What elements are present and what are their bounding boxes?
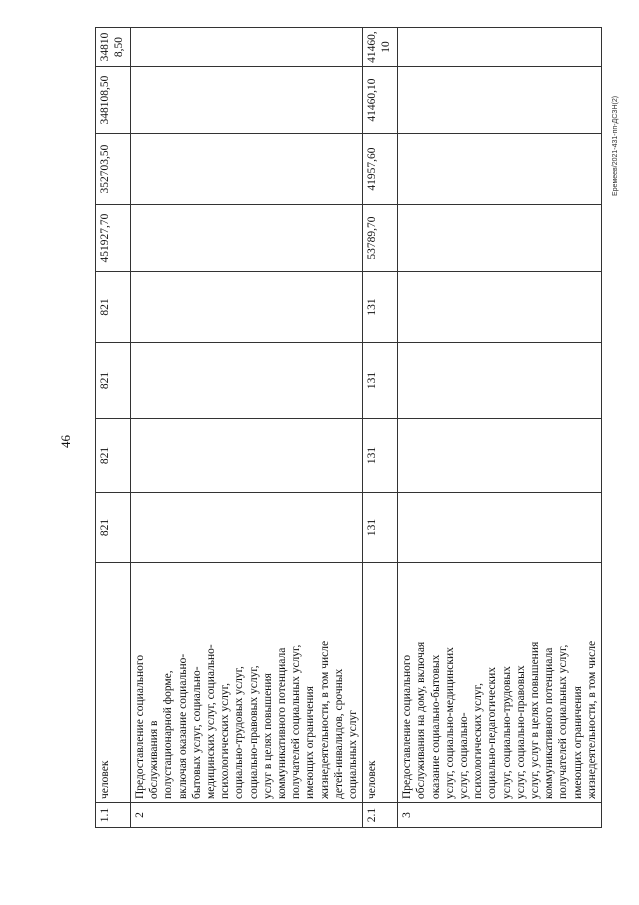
value-cell	[131, 205, 363, 272]
value-cell	[398, 134, 602, 205]
table-row	[131, 28, 363, 828]
row-description: человек	[363, 563, 398, 803]
row-number: 2	[131, 803, 363, 828]
value-cell	[131, 493, 363, 563]
row-description: Предоставление социального обслуживания на дому, включая оказание социально-бытовых услуг, социально-медицинских услуг, социально- психологических услуг, социально-педагогических услуг, социально-трудовых услуг, социально-правовых услуг, услуг в целях повышения коммуникативного потенциала получателей социальных услуг, имеющих ограничения жизнедеятельности, в том числе	[398, 563, 602, 803]
document-stamp: Еремеев/2021-431-пп-ДСЗН(2)	[612, 95, 619, 196]
value-cell	[398, 205, 602, 272]
value-cell	[398, 343, 602, 419]
value-cell: 821	[96, 419, 131, 493]
value-cell: 821	[96, 493, 131, 563]
row-description: человек	[96, 563, 131, 803]
value-cell: 131	[363, 419, 398, 493]
row-number: 2.1	[363, 803, 398, 828]
value-cell: 131	[363, 272, 398, 343]
value-cell	[131, 28, 363, 67]
value-cell: 53789,70	[363, 205, 398, 272]
value-cell: 821	[96, 343, 131, 419]
value-cell	[398, 493, 602, 563]
value-cell: 131	[363, 343, 398, 419]
value-cell: 41957,60	[363, 134, 398, 205]
value-cell	[398, 272, 602, 343]
value-cell: 451927,70	[96, 205, 131, 272]
table-row	[96, 28, 131, 828]
value-cell	[131, 343, 363, 419]
value-cell: 821	[96, 272, 131, 343]
value-cell	[131, 67, 363, 134]
budget-table	[95, 27, 602, 828]
value-cell: 348108,50	[96, 67, 131, 134]
value-cell	[398, 67, 602, 134]
value-cell	[398, 28, 602, 67]
value-cell: 41460,10	[363, 67, 398, 134]
value-cell: 352703,50	[96, 134, 131, 205]
budget-table-container	[95, 31, 598, 828]
page-number: 46	[58, 435, 73, 448]
value-cell: 348108,50	[96, 28, 131, 67]
value-cell	[131, 134, 363, 205]
row-description: Предоставление социального обслуживания в полустационарной форме, включая оказание социально- бытовых услуг, социально- медицинских услуг, социально- психологических услуг, социально-трудовых услуг, социально-правовых услуг, услуг в целях повышения коммуникативного потенциала получателей социальных услуг, имеющих ограничения жизнедеятельности, в том числе детей-инвалидов, срочных социальных услуг	[131, 563, 363, 803]
value-cell	[131, 419, 363, 493]
value-cell: 131	[363, 493, 398, 563]
table-row	[363, 28, 398, 828]
value-cell: 41460,10	[363, 28, 398, 67]
value-cell	[131, 272, 363, 343]
table-row	[398, 28, 602, 828]
row-number: 1.1	[96, 803, 131, 828]
row-number: 3	[398, 803, 602, 828]
value-cell	[398, 419, 602, 493]
